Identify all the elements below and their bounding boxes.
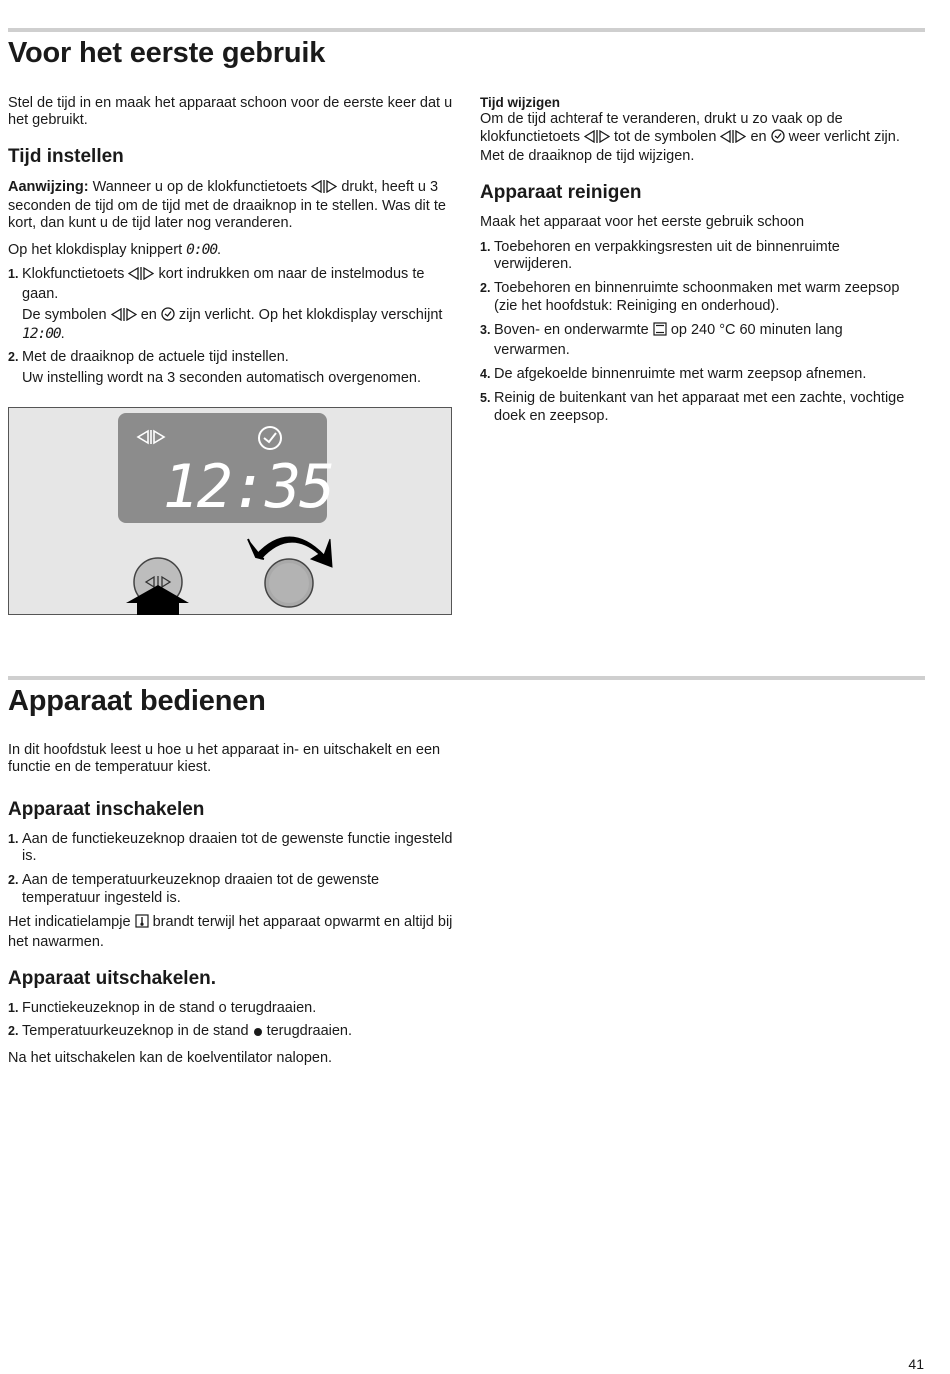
step-number: 2. — [480, 281, 491, 296]
list-item — [8, 1023, 453, 1042]
lamp-paragraph — [8, 914, 453, 951]
left-column-section2 — [8, 742, 453, 1067]
step-text: De afgekoelde binnenruimte met warm zeepsop afnemen. — [494, 365, 867, 382]
heading-apparaat-inschakelen: Apparaat inschakelen — [8, 798, 205, 820]
page-number: 41 — [908, 1356, 924, 1372]
step-number: 1. — [8, 267, 19, 282]
wijzigen-text-en: en — [750, 128, 767, 145]
step-text-a: Temperatuurkeuzeknop in de stand — [22, 1023, 249, 1040]
rotary-knob[interactable] — [265, 559, 313, 607]
clock-function-icon — [584, 130, 610, 148]
list-item — [8, 1000, 453, 1017]
list-item — [8, 831, 453, 866]
clock-function-icon — [128, 267, 154, 285]
step-text-a: Klokfunctietoets — [22, 266, 125, 283]
blink-text: Op het klokdisplay knippert — [8, 241, 183, 258]
step-number: 5. — [480, 391, 491, 406]
section-divider-bottom — [8, 676, 925, 680]
note-text-b: drukt, heeft u 3 seconden de tijd om de tijd met de draaiknop in te stellen. Was dit te kort, dan kunt u de tijd later nog veranderen. — [8, 178, 446, 232]
blink-paragraph: Op het klokdisplay knippert 0:00. — [8, 241, 222, 258]
list-item — [480, 390, 920, 425]
intro-text: Stel de tijd in en maak het apparaat schoon voor de eerste keer dat u het gebruikt. — [8, 95, 453, 129]
section-title-bedienen: Apparaat bedienen — [8, 685, 266, 717]
step-number: 2. — [8, 873, 19, 888]
heading-tijd-wijzigen: Tijd wijzigen — [480, 95, 561, 110]
list-item — [480, 322, 920, 359]
step-text: Toebehoren en binnenruimte schoonmaken met warm zeepsop (zie het hoofdstuk: Reiniging en onderhoud). — [494, 280, 900, 314]
step-text: Reinig de buitenkant van het apparaat met een zachte, vochtige doek en zeepsop. — [494, 390, 905, 424]
blink-value: 0:00 — [186, 241, 218, 258]
step-tijd-2-sub: Uw instelling wordt na 3 seconden automatisch overgenomen. — [22, 370, 421, 387]
section-divider-top — [8, 28, 925, 32]
step-tijd-1-sub: De symbolen en zijn verlicht. Op het klokdisplay verschijnt 12:00. — [22, 306, 443, 343]
bedienen-intro: In dit hoofdstuk leest u hoe u het apparaat in- en uitschakelt en een functie en de temperatuur kiest. — [8, 742, 441, 776]
uitschakelen-note: Na het uitschakelen kan de koelventilator nalopen. — [8, 1049, 333, 1066]
reinigen-intro: Maak het apparaat voor het eerste gebruik schoon — [480, 214, 805, 231]
step-number: 4. — [480, 366, 491, 381]
clock-icon — [161, 307, 175, 326]
section-title-eerste-gebruik: Voor het eerste gebruik — [8, 37, 326, 69]
step-number: 1. — [8, 831, 19, 846]
step-text-b: kort indrukken om naar de instelmodus te gaan. — [22, 266, 425, 302]
heading-apparaat-reinigen: Apparaat reinigen — [480, 182, 642, 204]
step-text: Aan de functiekeuzeknop draaien tot de gewenste functie ingesteld is. — [22, 830, 453, 864]
step-text-a: Boven- en onderwarmte — [494, 322, 649, 339]
control-panel-illustration — [8, 407, 452, 615]
list-item — [480, 239, 920, 274]
step-number: 1. — [8, 1000, 19, 1015]
wijzigen-text-a: Om de tijd achteraf te veranderen, drukt u zo vaak op de klokfunctietoets — [480, 111, 843, 145]
wijzigen-text-c: weer verlicht zijn. Met de draaiknop de tijd wijzigen. — [480, 128, 900, 164]
lamp-text-b: brandt terwijl het apparaat opwarmt en altijd bij het nawarmen. — [8, 914, 453, 950]
heat-indicator-icon — [135, 914, 149, 933]
step-number: 3. — [480, 323, 491, 338]
left-column-section1 — [8, 95, 453, 387]
step-text: Met de draaiknop de actuele tijd instellen. — [22, 348, 289, 365]
note-text-a: Wanneer u op de klokfunctietoets — [92, 178, 308, 195]
clock-function-icon — [720, 130, 746, 148]
list-item — [480, 280, 920, 315]
lamp-text-a: Het indicatielampje — [8, 914, 131, 931]
right-column-section1 — [480, 95, 920, 425]
note-label: Aanwijzing: — [8, 178, 89, 195]
step-number: 1. — [480, 239, 491, 254]
list-item — [8, 872, 453, 907]
step-text-b: terugdraaien. — [266, 1023, 353, 1040]
control-panel-figure — [8, 407, 452, 615]
step-text: Aan de temperatuurkeuzeknop draaien tot de gewenste temperatuur ingesteld is. — [22, 872, 380, 906]
display-time: 12:35 — [162, 452, 334, 522]
sub-value: 12:00 — [22, 326, 61, 343]
step-text: Functiekeuzeknop in de stand o terugdraaien. — [22, 999, 317, 1016]
off-dot-icon — [253, 1025, 263, 1042]
heading-apparaat-uitschakelen: Apparaat uitschakelen. — [8, 967, 217, 989]
clock-function-icon — [111, 308, 137, 326]
sub-text-a: De symbolen — [22, 306, 107, 323]
step-text: Toebehoren en verpakkingsresten uit de binnenruimte verwijderen. — [494, 238, 840, 272]
sub-text-b: zijn verlicht. Op het klokdisplay verschijnt — [178, 306, 443, 323]
heading-tijd-instellen: Tijd instellen — [8, 145, 124, 167]
step-number: 2. — [8, 349, 19, 364]
tijd-wijzigen-text — [480, 111, 920, 165]
list-item — [480, 366, 920, 383]
step-tijd-2 — [8, 349, 453, 366]
step-tijd-1 — [8, 266, 453, 303]
top-bottom-heat-icon — [653, 322, 667, 341]
note-paragraph — [8, 179, 453, 233]
step-number: 2. — [8, 1024, 19, 1039]
clock-icon — [771, 129, 785, 148]
step-text-b: op 240 °C 60 minuten lang verwarmen. — [494, 322, 843, 358]
sub-text-en: en — [140, 306, 157, 323]
clock-function-icon — [311, 180, 337, 198]
wijzigen-text-b: tot de symbolen — [614, 128, 717, 145]
